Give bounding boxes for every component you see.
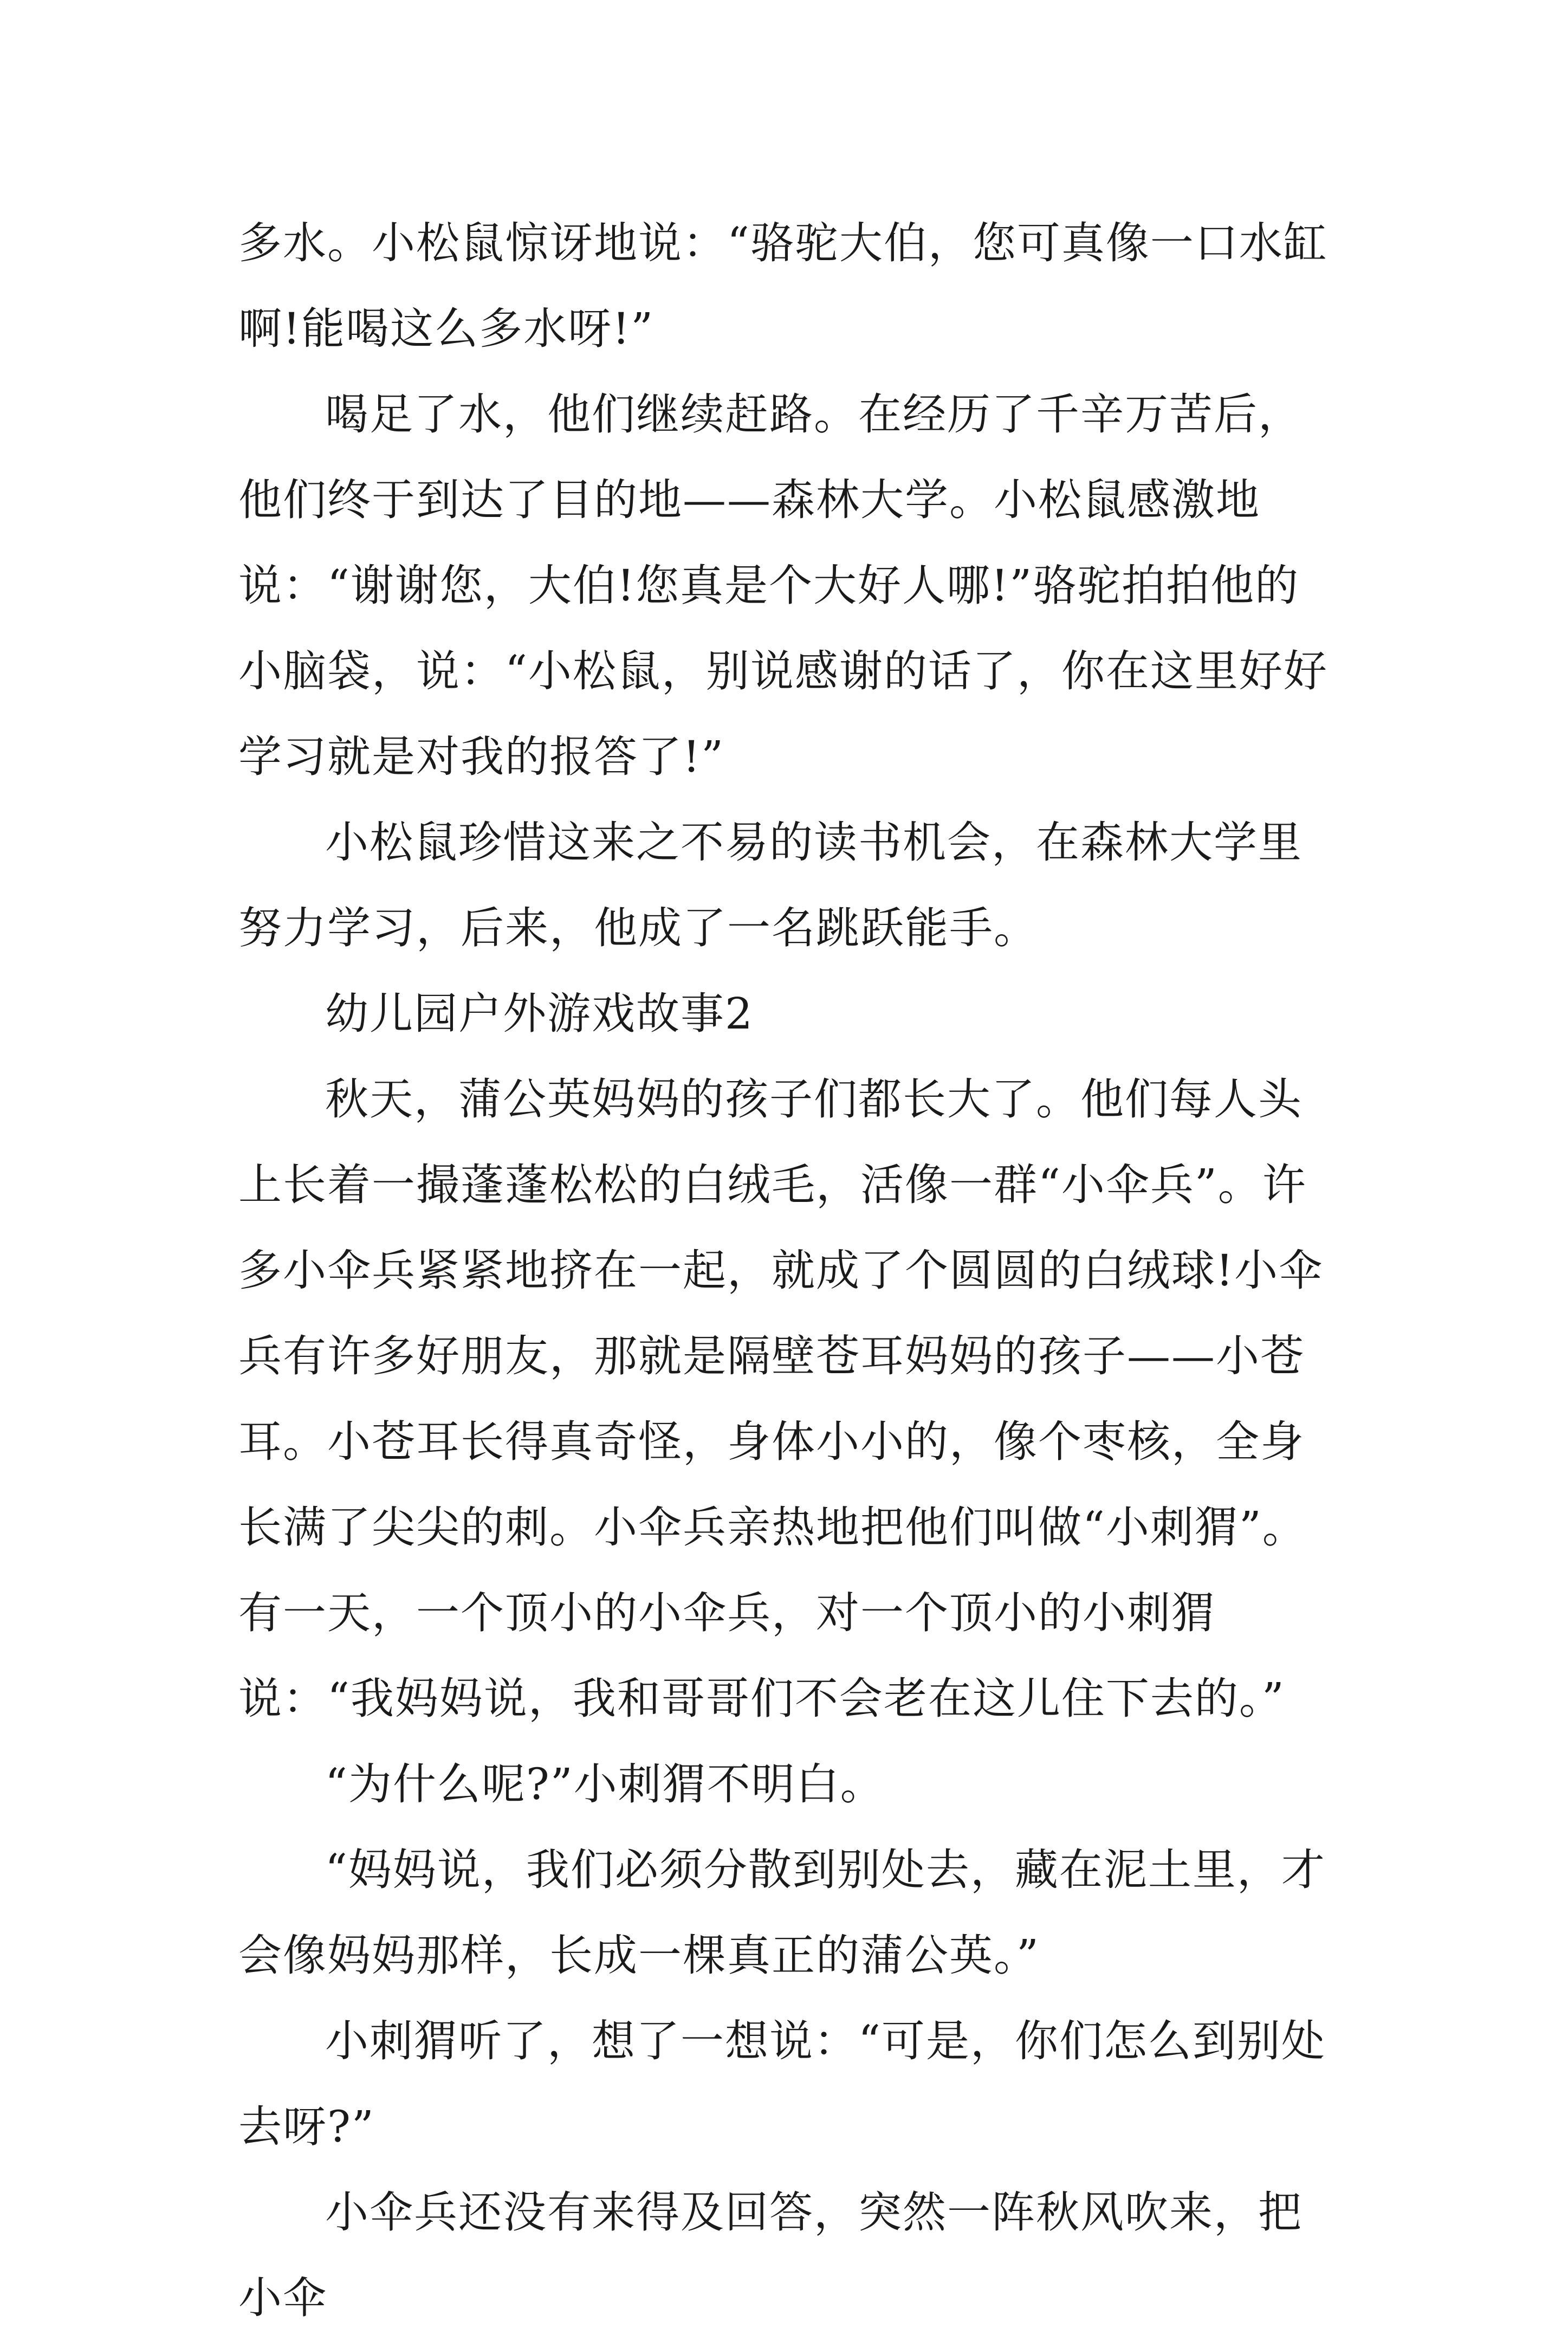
paragraph-2: 喝足了水，他们继续赶路。在经历了千辛万苦后，他们终于到达了目的地——森林大学。小松鼠感激地说：“谢谢您，大伯!您真是个大好人哪!”骆驼拍拍他的小脑袋，说：“小松鼠，别说感谢的话了，你在这里好好学习就是对我的报答了!”: [238, 389, 1328, 782]
paragraph-5: 秋天，蒲公英妈妈的孩子们都长大了。他们每人头上长着一撮蓬蓬松松的白绒毛，活像一群“小伞兵”。许多小伞兵紧紧地挤在一起，就成了个圆圆的白绒球!小伞兵有许多好朋友，那就是隔壁苍耳妈妈的孩子——小苍耳。小苍耳长得真奇怪，身体小小的，像个枣核，全身长满了尖尖的刺。小伞兵亲热地把他们叫做“小刺猬”。有一天，一个顶小的小伞兵，对一个顶小的小刺猬说：“我妈妈说，我和哥哥们不会老在这儿住下去的。”: [238, 1074, 1324, 1724]
paragraph-3: 小松鼠珍惜这来之不易的读书机会，在森林大学里努力学习，后来，他成了一名跳跃能手。: [238, 817, 1303, 953]
document-body: [238, 201, 1333, 2341]
paragraph-9: 小伞兵还没有来得及回答，突然一阵秋风吹来，把小伞: [238, 2187, 1303, 2323]
paragraph-1: 多水。小松鼠惊讶地说：“骆驼大伯，您可真像一口水缸啊!能喝这么多水呀!”: [238, 218, 1328, 354]
paragraph-8: 小刺猬听了，想了一想说：“可是，你们怎么到别处去呀?”: [238, 2016, 1326, 2152]
section-heading: 幼儿园户外游戏故事2: [325, 988, 754, 1039]
paragraph-6: “为什么呢?”小刺猬不明白。: [325, 1759, 885, 1809]
paragraph-7: “妈妈说，我们必须分散到别处去，藏在泥土里，才会像妈妈那样，长成一棵真正的蒲公英。”: [238, 1845, 1326, 1981]
